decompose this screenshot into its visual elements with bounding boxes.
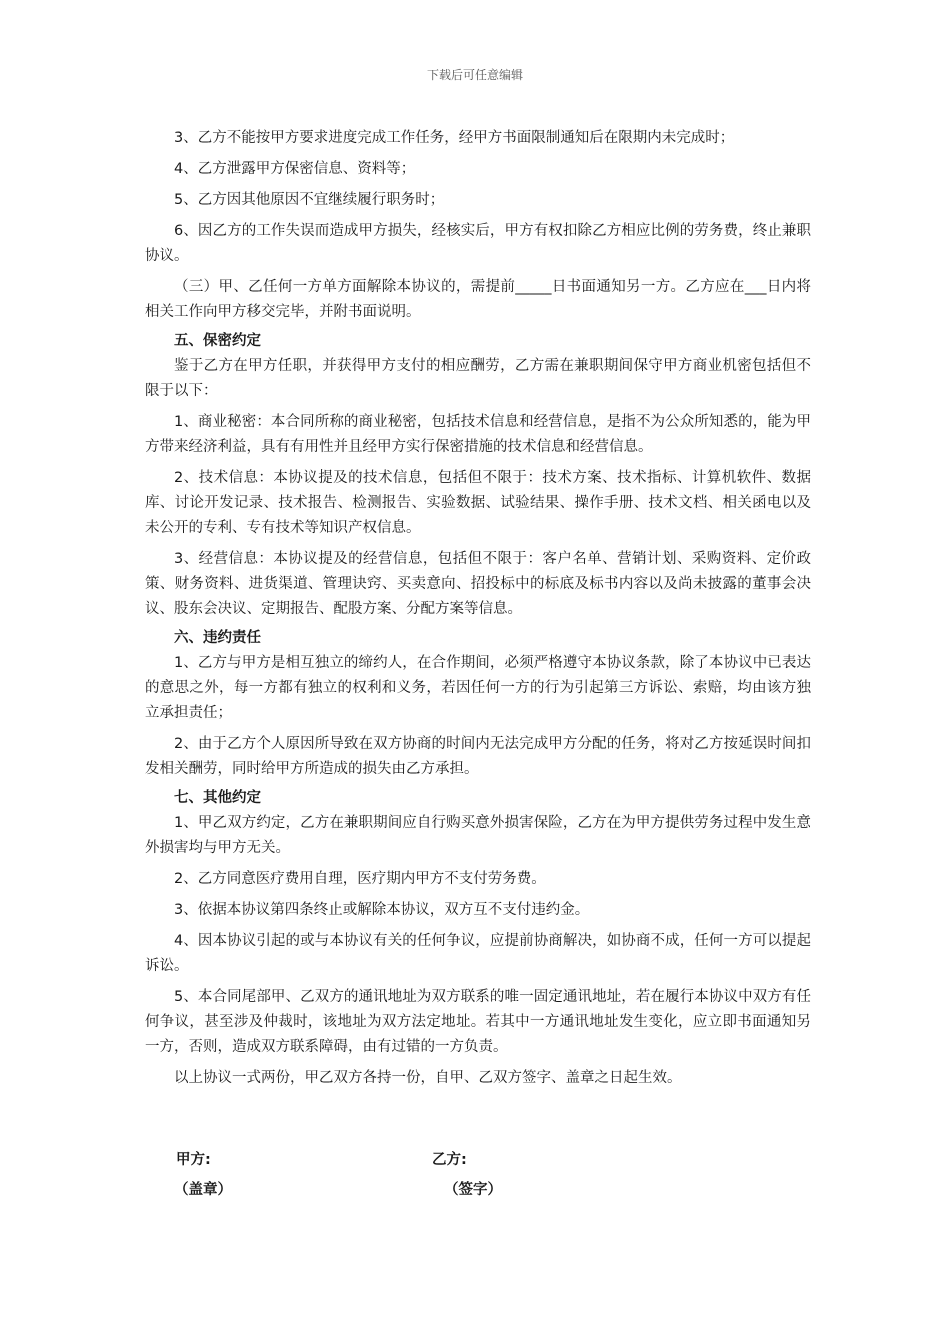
clause-paragraph: 5、乙方因其他原因不宜继续履行职务时；: [174, 192, 445, 208]
clause-paragraph: 1、商业秘密：本合同所称的商业秘密，包括技术信息和经营信息，是指不为公众所知悉的，能为甲方带来经济利益，具有有用性并且经甲方实行保密措施的技术信息和经营信息。: [145, 414, 811, 455]
page-header: 下载后可任意编辑: [426, 68, 523, 82]
clause-paragraph: 1、甲乙双方约定，乙方在兼职期间应自行购买意外损害保险，乙方在为甲方提供劳务过程中发生意外损害均与甲方无关。: [145, 815, 811, 856]
section-heading-other: 七、其他约定: [174, 790, 261, 806]
clause-paragraph: 3、乙方不能按甲方要求进度完成工作任务，经甲方书面限制通知后在限期内未完成时；: [174, 130, 735, 146]
clause-paragraph: （三）甲、乙任何一方单方面解除本协议的，需提前_____日书面通知另一方。乙方应在___日内将相关工作向甲方移交完毕，并附书面说明。: [145, 279, 811, 320]
section-heading-confidentiality: 五、保密约定: [174, 333, 261, 349]
clause-paragraph: 1、乙方与甲方是相互独立的缔约人，在合作期间，必须严格遵守本协议条款，除了本协议中已表达的意思之外，每一方都有独立的权利和义务，若因任何一方的行为引起第三方诉讼、索赔，均由该方独立承担责任；: [145, 655, 811, 721]
party-a-label: 甲方:: [176, 1152, 211, 1168]
clause-paragraph: 鉴于乙方在甲方任职，并获得甲方支付的相应酬劳，乙方需在兼职期间保守甲方商业机密包括但不限于以下：: [145, 358, 811, 399]
clause-paragraph: 6、因乙方的工作失误而造成甲方损失，经核实后，甲方有权扣除乙方相应比例的劳务费，终止兼职协议。: [145, 223, 811, 264]
clause-paragraph: 2、乙方同意医疗费用自理，医疗期内甲方不支付劳务费。: [174, 871, 546, 887]
party-a-seal-note: （盖章）: [174, 1182, 232, 1198]
party-b-sign-note: （签字）: [444, 1182, 502, 1198]
party-b-label: 乙方:: [432, 1152, 467, 1168]
document-body: [145, 126, 811, 1091]
clause-paragraph: 2、由于乙方个人原因所导致在双方协商的时间内无法完成甲方分配的任务，将对乙方按延误时间扣发相关酬劳，同时给甲方所造成的损失由乙方承担。: [145, 736, 811, 777]
clause-paragraph: 3、依据本协议第四条终止或解除本协议，双方互不支付违约金。: [174, 902, 590, 918]
clause-paragraph: 2、技术信息：本协议提及的技术信息，包括但不限于：技术方案、技术指标、计算机软件、数据库、讨论开发记录、技术报告、检测报告、实验数据、试验结果、操作手册、技术文档、相关函电以及未公开的专利、专有技术等知识产权信息。: [145, 470, 811, 536]
clause-paragraph: 4、因本协议引起的或与本协议有关的任何争议，应提前协商解决，如协商不成，任何一方可以提起诉讼。: [145, 933, 811, 974]
clause-paragraph: 以上协议一式两份，甲乙双方各持一份，自甲、乙双方签字、盖章之日起生效。: [174, 1070, 682, 1086]
clause-paragraph: 4、乙方泄露甲方保密信息、资料等；: [174, 161, 416, 177]
clause-paragraph: 3、经营信息：本协议提及的经营信息，包括但不限于：客户名单、营销计划、采购资料、定价政策、财务资料、进货渠道、管理诀窍、买卖意向、招投标中的标底及标书内容以及尚未披露的董事会决议、股东会决议、定期报告、配股方案、分配方案等信息。: [145, 551, 811, 617]
section-heading-liability: 六、违约责任: [174, 630, 261, 646]
clause-paragraph: 5、本合同尾部甲、乙双方的通讯地址为双方联系的唯一固定通讯地址，若在履行本协议中双方有任何争议，甚至涉及仲裁时，该地址为双方法定地址。若其中一方通讯地址发生变化，应立即书面通知另一方，否则，造成双方联系障碍，由有过错的一方负责。: [145, 989, 811, 1055]
